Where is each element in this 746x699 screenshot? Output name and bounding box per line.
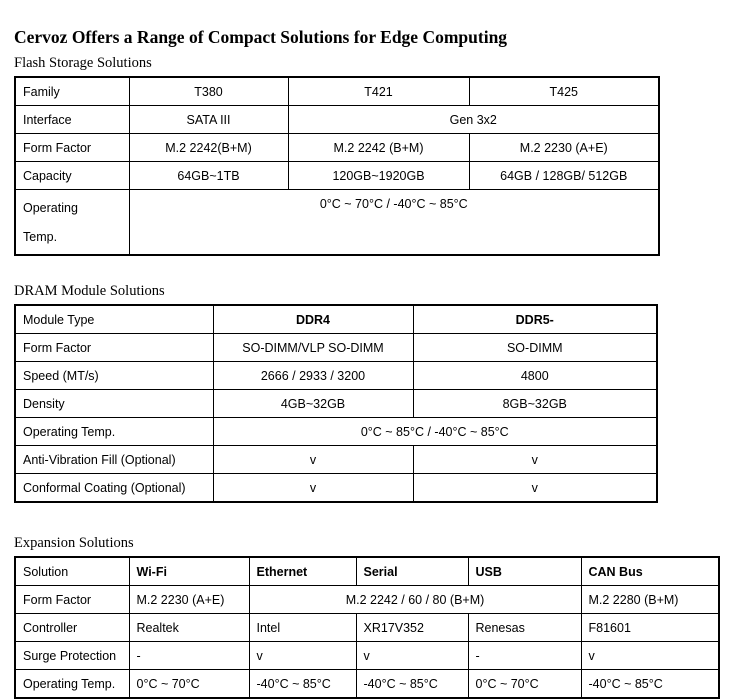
row-label-cell: Family [15,77,129,106]
row-label-cell: Operating Temp. [15,418,213,446]
row-label-cell: Form Factor [15,586,129,614]
column-header-cell: USB [468,557,581,586]
row-label-cell [15,190,129,256]
row-label-cell: Speed (MT/s) [15,362,213,390]
table-row [15,446,657,474]
row-label-cell: Density [15,390,213,418]
value-cell: 120GB~1920GB [288,162,469,190]
value-cell: v [356,642,468,670]
table-row [15,670,719,699]
table-row [15,586,719,614]
value-cell: v [213,474,413,503]
value-cell: v [581,642,719,670]
value-cell: -40°C ~ 85°C [249,670,356,699]
column-header-cell: DDR5- [413,305,657,334]
value-cell-merged: Gen 3x2 [288,106,659,134]
column-header-cell: Ethernet [249,557,356,586]
row-label-cell: Conformal Coating (Optional) [15,474,213,503]
table-row [15,134,659,162]
value-cell: v [413,446,657,474]
value-cell-merged: M.2 2242 / 60 / 80 (B+M) [249,586,581,614]
table-row [15,474,657,503]
row-label-cell: Solution [15,557,129,586]
table-row [15,334,657,362]
value-cell: - [129,642,249,670]
table-row [15,642,719,670]
table-row [15,614,719,642]
value-cell: Intel [249,614,356,642]
value-cell: 8GB~32GB [413,390,657,418]
column-header-cell: T425 [469,77,659,106]
column-header-cell: Wi-Fi [129,557,249,586]
value-cell: SATA III [129,106,288,134]
row-label-cell: Anti-Vibration Fill (Optional) [15,446,213,474]
flash-storage-table [14,76,660,256]
section-heading-flash-storage: Flash Storage Solutions [14,55,152,71]
row-label-cell: Surge Protection [15,642,129,670]
value-cell-merged: 0°C ~ 70°C / -40°C ~ 85°C [129,190,659,256]
page-title: Cervoz Offers a Range of Compact Solutions for Edge Computing [14,27,508,47]
dram-table [14,304,658,503]
value-cell: XR17V352 [356,614,468,642]
value-cell: v [213,446,413,474]
table-row [15,305,657,334]
value-cell: - [468,642,581,670]
value-cell: v [413,474,657,503]
column-header-cell: Serial [356,557,468,586]
value-cell: M.2 2242(B+M) [129,134,288,162]
value-cell: SO-DIMM/VLP SO-DIMM [213,334,413,362]
row-label-cell: Controller [15,614,129,642]
row-label-text: Operating Temp. [23,201,78,244]
table-row [15,77,659,106]
value-cell: SO-DIMM [413,334,657,362]
row-label-cell: Operating Temp. [15,670,129,699]
value-cell: F81601 [581,614,719,642]
table-row [15,418,657,446]
value-cell: M.2 2242 (B+M) [288,134,469,162]
value-cell: 0°C ~ 70°C [468,670,581,699]
value-cell: 4GB~32GB [213,390,413,418]
value-cell: -40°C ~ 85°C [581,670,719,699]
value-cell: M.2 2230 (A+E) [469,134,659,162]
value-cell: M.2 2230 (A+E) [129,586,249,614]
expansion-table [14,556,720,699]
section-heading-expansion: Expansion Solutions [14,535,134,551]
section-heading-dram: DRAM Module Solutions [14,283,165,299]
row-label-cell: Interface [15,106,129,134]
column-header-cell: CAN Bus [581,557,719,586]
value-cell: -40°C ~ 85°C [356,670,468,699]
column-header-cell: T421 [288,77,469,106]
table-row [15,106,659,134]
value-cell: Renesas [468,614,581,642]
value-cell: Realtek [129,614,249,642]
row-label-cell: Module Type [15,305,213,334]
column-header-cell: T380 [129,77,288,106]
table-row [15,162,659,190]
table-row [15,557,719,586]
row-label-cell: Form Factor [15,334,213,362]
row-label-cell: Capacity [15,162,129,190]
value-cell: 2666 / 2933 / 3200 [213,362,413,390]
value-cell: 0°C ~ 70°C [129,670,249,699]
value-cell: v [249,642,356,670]
value-cell: M.2 2280 (B+M) [581,586,719,614]
value-cell: 4800 [413,362,657,390]
column-header-cell: DDR4 [213,305,413,334]
table-row [15,190,659,256]
value-cell: 64GB~1TB [129,162,288,190]
table-row [15,390,657,418]
value-cell-merged: 0°C ~ 85°C / -40°C ~ 85°C [213,418,657,446]
value-cell: 64GB / 128GB/ 512GB [469,162,659,190]
row-label-cell: Form Factor [15,134,129,162]
table-row [15,362,657,390]
